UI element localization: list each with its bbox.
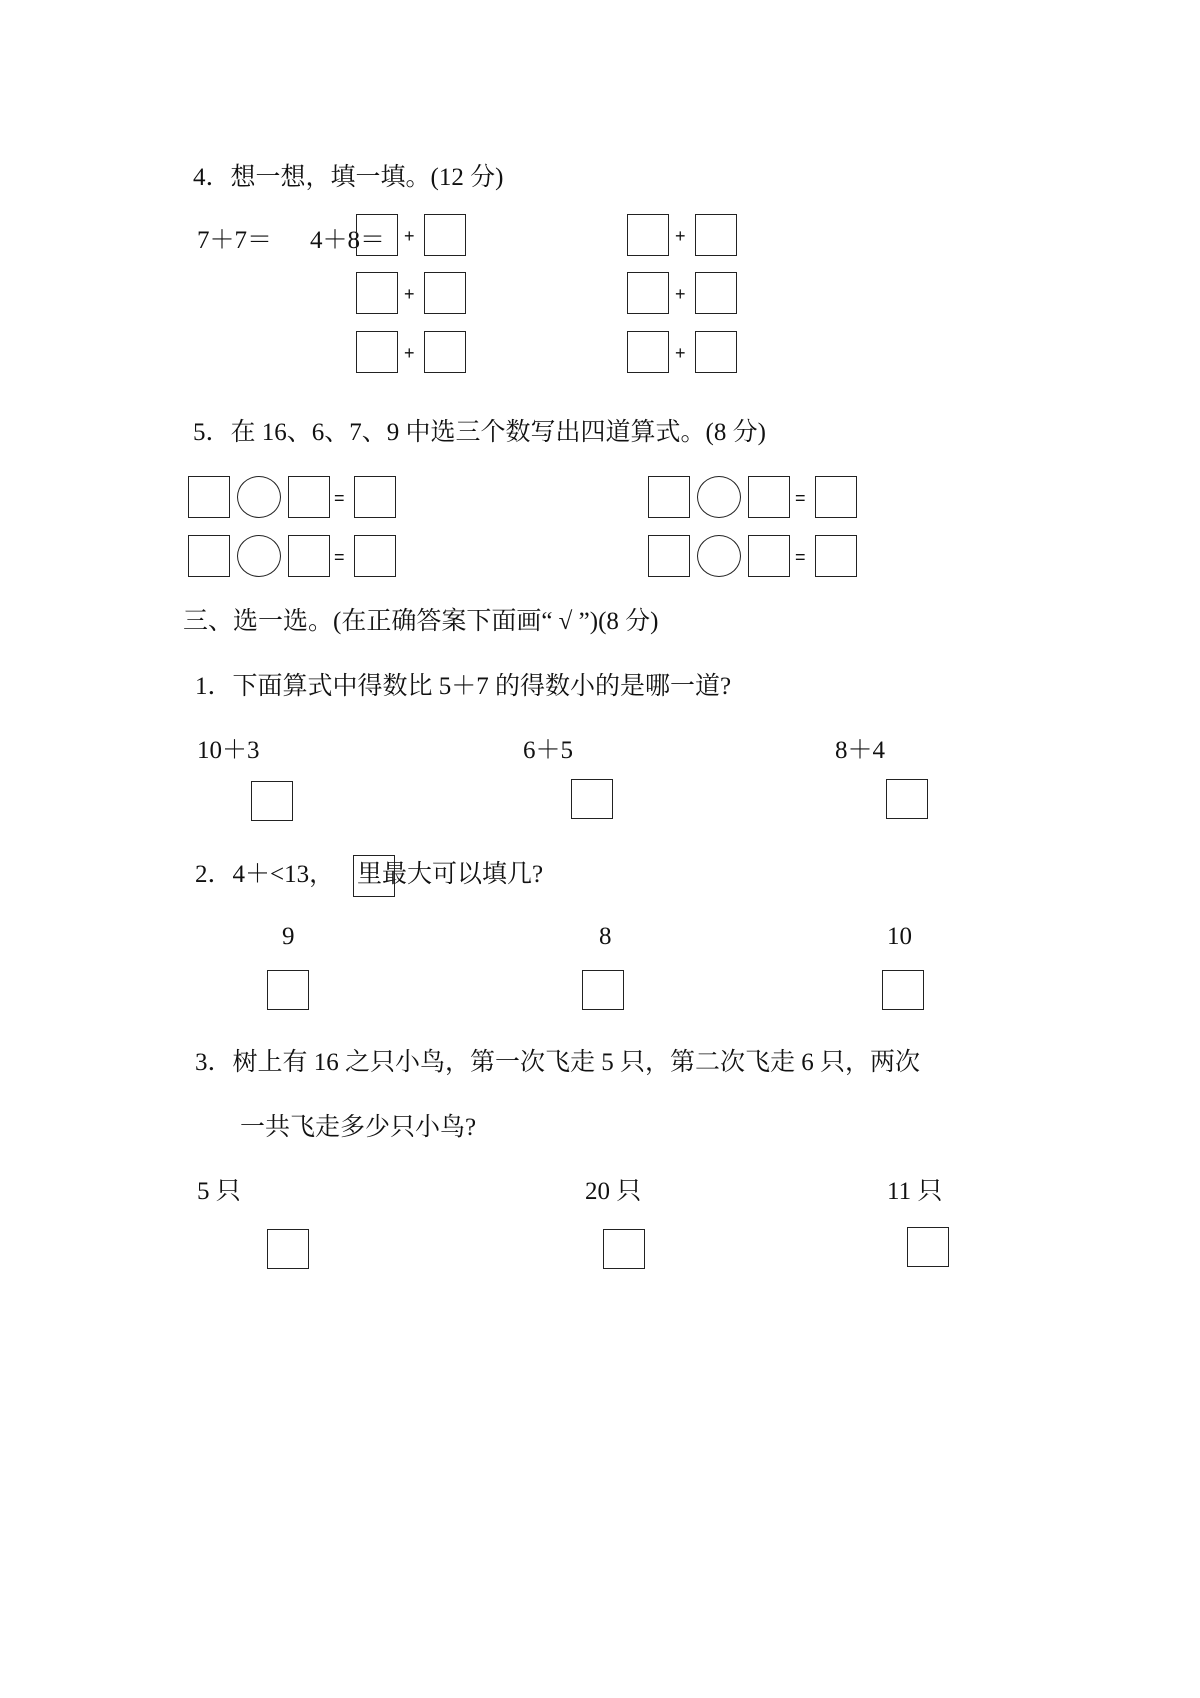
q4-answer-box[interactable]: [356, 272, 398, 314]
q5-number-box[interactable]: [288, 476, 330, 518]
q5-title: 5．在 16、6、7、9 中选三个数写出四道算式。(8 分): [193, 419, 766, 446]
section3-title: 三、选一选。(在正确答案下面画“ √ ”)(8 分): [183, 608, 659, 635]
q4-answer-box[interactable]: [356, 214, 398, 256]
s3-q1-checkbox-a[interactable]: [251, 781, 293, 821]
q5-result-box[interactable]: [354, 476, 396, 518]
s3-q2-checkbox-a[interactable]: [267, 970, 309, 1010]
q5-number-box[interactable]: [648, 535, 690, 577]
q4-expression-1: 7＋7＝: [197, 227, 273, 254]
plus-sign: +: [404, 284, 415, 304]
equals-sign: =: [334, 547, 345, 567]
q5-number-box[interactable]: [188, 476, 230, 518]
q4-title: 4．想一想，填一填。(12 分): [193, 164, 504, 191]
s3-q3-option-b: 20 只: [585, 1178, 642, 1205]
q4-answer-box[interactable]: [424, 214, 466, 256]
q4-answer-box[interactable]: [424, 331, 466, 373]
s3-q2-prefix: 2．4＋<13，: [195, 861, 335, 888]
s3-q2-suffix: 里最大可以填几?: [357, 861, 544, 888]
q4-answer-box[interactable]: [695, 272, 737, 314]
s3-q3-checkbox-c[interactable]: [907, 1227, 949, 1267]
s3-q3-line1: 3．树上有 16 之只小鸟，第一次飞走 5 只，第二次飞走 6 只，两次: [195, 1049, 921, 1076]
s3-q1-text: 1．下面算式中得数比 5＋7 的得数小的是哪一道?: [195, 673, 732, 700]
q4-expression-2: 4＋8＝: [310, 227, 386, 254]
equals-sign: =: [334, 488, 345, 508]
plus-sign: +: [675, 284, 686, 304]
q5-number-box[interactable]: [748, 476, 790, 518]
q4-answer-box[interactable]: [424, 272, 466, 314]
plus-sign: +: [404, 226, 415, 246]
plus-sign: +: [675, 226, 686, 246]
s3-q1-option-a: 10＋3: [197, 737, 260, 764]
q5-result-box[interactable]: [815, 535, 857, 577]
s3-q2-option-c: 10: [887, 923, 912, 950]
q5-number-box[interactable]: [748, 535, 790, 577]
q5-number-box[interactable]: [648, 476, 690, 518]
q4-answer-box[interactable]: [356, 331, 398, 373]
s3-q3-option-a: 5 只: [197, 1178, 241, 1205]
q5-result-box[interactable]: [354, 535, 396, 577]
s3-q3-checkbox-b[interactable]: [603, 1229, 645, 1269]
s3-q2-option-b: 8: [599, 923, 612, 950]
q5-operator-circle[interactable]: [697, 476, 741, 518]
q4-answer-box[interactable]: [627, 331, 669, 373]
q4-answer-box[interactable]: [627, 272, 669, 314]
s3-q2-checkbox-b[interactable]: [582, 970, 624, 1010]
q4-answer-box[interactable]: [695, 331, 737, 373]
s3-q3-checkbox-a[interactable]: [267, 1229, 309, 1269]
s3-q2-option-a: 9: [282, 923, 295, 950]
q5-number-box[interactable]: [288, 535, 330, 577]
plus-sign: +: [675, 343, 686, 363]
q4-answer-box[interactable]: [695, 214, 737, 256]
s3-q2-checkbox-c[interactable]: [882, 970, 924, 1010]
s3-q1-option-c: 8＋4: [835, 737, 886, 764]
q5-number-box[interactable]: [188, 535, 230, 577]
q5-operator-circle[interactable]: [237, 476, 281, 518]
s3-q1-checkbox-b[interactable]: [571, 779, 613, 819]
equals-sign: =: [795, 547, 806, 567]
q5-operator-circle[interactable]: [237, 535, 281, 577]
q5-result-box[interactable]: [815, 476, 857, 518]
q5-operator-circle[interactable]: [697, 535, 741, 577]
s3-q1-option-b: 6＋5: [523, 737, 574, 764]
equals-sign: =: [795, 488, 806, 508]
s3-q1-checkbox-c[interactable]: [886, 779, 928, 819]
plus-sign: +: [404, 343, 415, 363]
q4-answer-box[interactable]: [627, 214, 669, 256]
s3-q3-line2: 一共飞走多少只小鸟?: [240, 1114, 477, 1141]
s3-q3-option-c: 11 只: [887, 1178, 943, 1205]
